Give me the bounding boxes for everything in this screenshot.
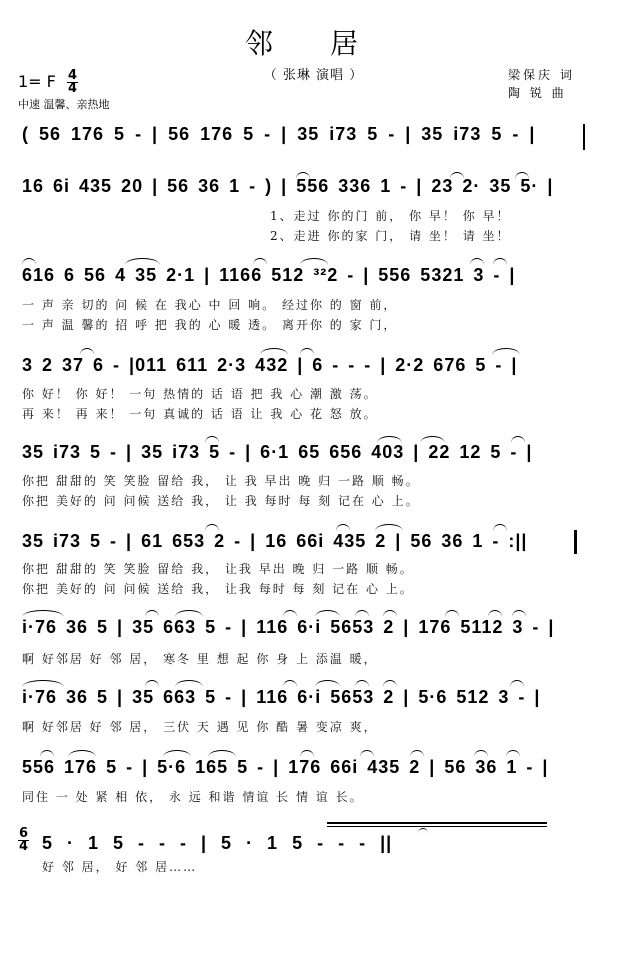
system-6-lyrics-verse-1: 你把 甜甜的 笑 笑脸 留给 我， 让我 早出 晚 归 一路 顺 畅。 (22, 562, 414, 576)
system-7-lyrics: 啊 好邻居 好 邻 居， 寒冬 里 想 起 你 身 上 添温 暖， (22, 652, 378, 666)
slur (420, 436, 445, 443)
fermata (418, 828, 428, 833)
system-8-lyrics: 啊 好邻居 好 邻 居， 三伏 天 遇 见 你 酷 暑 变凉 爽， (22, 720, 378, 734)
slur (205, 436, 219, 443)
system-4-lyrics-verse-2: 再 来！ 再 来！ 一句 真诚的 话 语 让 我 心 花 怒 放。 (22, 407, 378, 421)
slur (300, 258, 328, 265)
slur (22, 258, 36, 265)
key-signature (18, 70, 78, 95)
system-6-lyrics-verse-2: 你把 美好的 问 问候 送给 我， 让我 每时 每 刻 记在 心 上。 (22, 582, 414, 596)
slur (470, 258, 484, 265)
system-4-notes: 3 2 37 6 - |011 611 2·3 432 | 6 - - - | 2·2 676 5 - | (22, 355, 518, 375)
slur (145, 680, 159, 687)
system-2-lyrics-verse-2: 2、走进 你的家 门， 请 坐！ 请 坐！ (270, 229, 511, 243)
tempo-expression: 中速 温馨、亲热地 (18, 98, 110, 111)
slur (260, 348, 288, 355)
slur (493, 258, 507, 265)
system-9-lyrics: 同住 一 处 紧 相 依， 永 远 和谐 情谊 长 情 谊 长。 (22, 790, 364, 804)
slur (410, 750, 424, 757)
slur (253, 258, 267, 265)
slur (40, 750, 54, 757)
system-4-lyrics-verse-1: 你 好！ 你 好！ 一句 热情的 话 语 把 我 心 潮 激 荡。 (22, 387, 378, 401)
system-1-notes: ( 56 176 5 - | 56 176 5 - | 35 i73 5 - | 35 i73 5 - | (22, 124, 536, 144)
slur (355, 680, 369, 687)
slur (80, 348, 94, 355)
slur (175, 610, 203, 617)
system-5-lyrics-verse-2: 你把 美好的 问 问候 送给 我， 让 我 每时 每 刻 记在 心 上。 (22, 494, 420, 508)
slur (512, 610, 526, 617)
slur (506, 750, 520, 757)
slur (315, 680, 340, 687)
time-signature-6-4: $\frac{6}{4}$ (19, 826, 29, 854)
slur (300, 750, 314, 757)
slur (283, 680, 297, 687)
slur (22, 610, 64, 617)
slur (377, 436, 402, 443)
system-7-notes: i·76 36 5 | 35 663 5 - | 116 6·i 5653 2 | 176 5112 3 - | (22, 617, 555, 637)
slur (205, 524, 219, 531)
slur (515, 172, 529, 179)
slur (492, 348, 520, 355)
system-10-lyrics: 好 邻 居， 好 邻 居…… (42, 860, 198, 874)
composer-credit: 陶 锐 曲 (508, 86, 567, 100)
repeat-end-barline (574, 530, 577, 554)
system-2-lyrics-verse-1: 1、走过 你的门 前， 你 早！ 你 早！ (270, 209, 511, 223)
slur (445, 610, 459, 617)
slur (175, 680, 203, 687)
slur (355, 610, 369, 617)
system-9-notes: 556 176 5 - | 5·6 165 5 - | 176 66i 435 2 | 56 36 1 - | (22, 757, 549, 777)
system-10-notes: 5 · 1 5 - - - | 5 · 1 5 - - - || (42, 833, 393, 853)
slur (488, 610, 502, 617)
system-5-lyrics-verse-1: 你把 甜甜的 笑 笑脸 留给 我， 让 我 早出 晚 归 一路 顺 畅。 (22, 474, 420, 488)
slur (510, 680, 524, 687)
slur (208, 750, 236, 757)
bracket-line (327, 822, 547, 824)
system-6-notes: 35 i73 5 - | 61 653 2 - | 16 66i 435 2 | 56 36 1 - :|| (22, 531, 528, 551)
time-signature: $\frac{4}{4}$ (67, 68, 78, 96)
performer-credit: （ 张琳 演唱 ） (263, 68, 364, 83)
slur (125, 258, 160, 265)
lyricist-credit: 梁保庆 词 (508, 68, 575, 82)
system-8-notes: i·76 36 5 | 35 663 5 - | 116 6·i 5653 2 | 5·6 512 3 - | (22, 687, 541, 707)
time-signature-change (18, 828, 29, 853)
slur (383, 680, 397, 687)
slur (145, 610, 159, 617)
song-title: 邻 居 (245, 27, 382, 60)
slur (22, 680, 64, 687)
slur (283, 610, 297, 617)
system-3-lyrics-verse-1: 一 声 亲 切的 问 候 在 我心 中 回 响。 经过你 的 窗 前， (22, 298, 398, 312)
bracket-line (327, 826, 547, 827)
system-5-notes: 35 i73 5 - | 35 i73 5 - | 6·1 65 656 403 | 22 12 5 - | (22, 442, 533, 462)
slur (315, 610, 340, 617)
slur (450, 172, 464, 179)
slur (375, 524, 403, 531)
slur (511, 436, 525, 443)
slur (493, 524, 507, 531)
system-2-notes: 16 6i 435 20 | 56 36 1 - ) | 556 336 1 - | 23 2· 35 5· | (22, 176, 554, 196)
slur (360, 750, 374, 757)
slur (336, 524, 350, 531)
slur (68, 750, 96, 757)
key-label: 1= F (18, 72, 56, 91)
slur (383, 610, 397, 617)
slur (296, 172, 310, 179)
slur (474, 750, 488, 757)
system-3-lyrics-verse-2: 一 声 温 馨的 招 呼 把 我的 心 暖 透。 离开你 的 家 门， (22, 318, 398, 332)
system-3-notes: 616 6 56 4 35 2·1 | 1166 512 ³²2 - | 556 5321 3 - | (22, 265, 516, 285)
barline (583, 124, 585, 150)
slur (163, 750, 191, 757)
slur (300, 348, 314, 355)
